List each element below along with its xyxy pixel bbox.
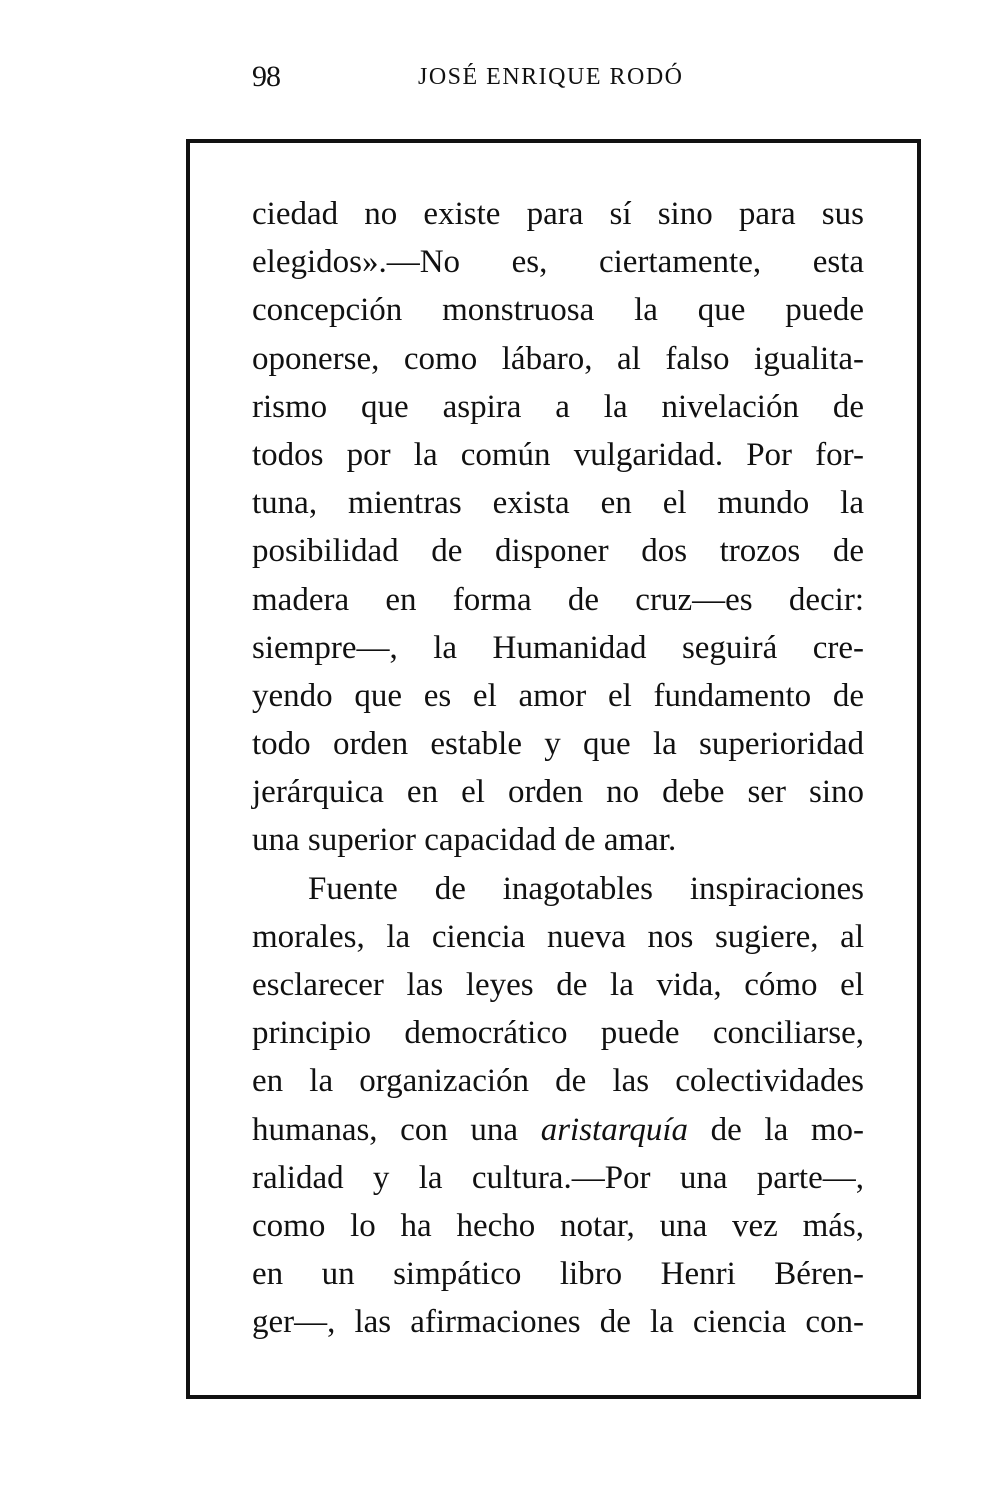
text-segment: humanas, con una: [252, 1111, 541, 1148]
text-line: yendo que es el amor el fundamento de: [252, 677, 864, 714]
text-line: principio democrático puede conciliarse,: [252, 1015, 864, 1052]
running-head: JOSÉ ENRIQUE RODÓ: [418, 64, 684, 90]
text-line: morales, la ciencia nueva nos sugiere, al: [252, 918, 864, 955]
text-line: todos por la común vulgaridad. Por for-: [252, 436, 864, 473]
text-line: jerárquica en el orden no debe ser sino: [252, 774, 864, 811]
text-line: madera en forma de cruz—es decir:: [252, 581, 864, 618]
text-segment: de la mo-: [688, 1111, 864, 1148]
paragraph-1: [252, 190, 864, 865]
text-line: en la organización de las colectividades: [252, 1063, 864, 1100]
page-number: 98: [252, 60, 280, 93]
page-header: [0, 56, 1000, 106]
text-line-with-italic: [252, 1106, 864, 1154]
text-line: ralidad y la cultura.—Por una parte—,: [252, 1159, 864, 1196]
text-line: todo orden estable y que la superioridad: [252, 726, 864, 763]
paragraph-2: [252, 865, 864, 1347]
text-line: concepción monstruosa la que puede: [252, 292, 864, 329]
text-line: tuna, mientras exista en el mundo la: [252, 485, 864, 522]
text-line: elegidos».—No es, ciertamente, esta: [252, 244, 864, 281]
text-line: Fuente de inagotables inspiraciones: [308, 870, 864, 907]
text-line: una superior capacidad de amar.: [252, 822, 677, 859]
text-line: oponerse, como lábaro, al falso igualita-: [252, 340, 864, 377]
italic-term: aristarquía: [540, 1111, 689, 1148]
body-text: [252, 190, 864, 1347]
text-line: ciedad no existe para sí sino para sus: [252, 196, 864, 232]
text-line: ger—, las afirmaciones de la ciencia con-: [252, 1304, 864, 1341]
text-line: rismo que aspira a la nivelación de: [252, 388, 864, 425]
text-line: como lo ha hecho notar, una vez más,: [252, 1207, 864, 1244]
text-line: esclarecer las leyes de la vida, cómo el: [252, 967, 864, 1003]
text-line: siempre—, la Humanidad seguirá cre-: [252, 629, 864, 666]
text-line: en un simpático libro Henri Béren-: [252, 1256, 864, 1293]
text-line: posibilidad de disponer dos trozos de: [252, 533, 864, 570]
